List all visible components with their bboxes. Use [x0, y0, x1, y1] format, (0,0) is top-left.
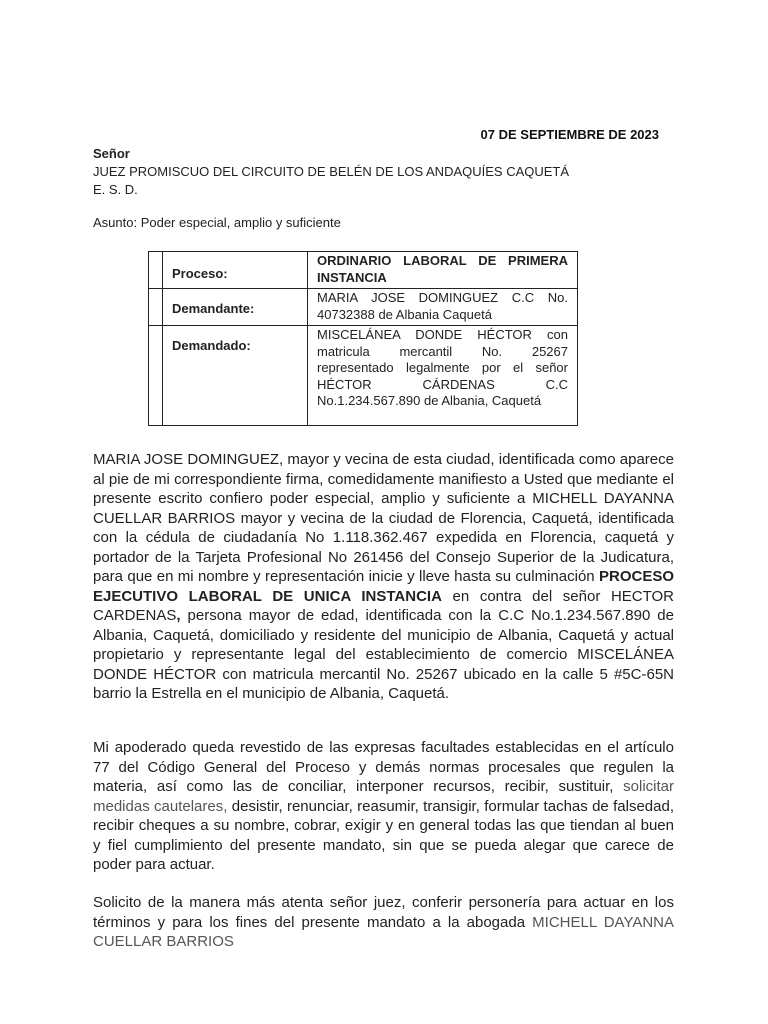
paragraph-text: persona mayor de edad, identificada con la C.C No.1.234.567.890 de Albania, Caquetá, domiciliado y residente del municipio de Albania, Caquetá y actual propietario y representante legal del establecimiento de comercio MISCELÁNEA DONDE HÉCTOR con matricula mercantil No. 25267 ubicado en la calle 5 #5C-65N barrio la Estrella en el municipio de Albania, Caquetá.	[93, 607, 674, 702]
paragraph-text: MARIA JOSE DOMINGUEZ, mayor y vecina de esta ciudad, identificada como aparece al pie de mi correspondiente firma, comedidamente manifiesto a Usted que mediante el presente escrito confiero poder especial, amplio y suficiente a MICHELL DAYANNA CUELLAR BARRIOS mayor y vecina de la ciudad de Florencia, Caquetá, identificada con la cédula de ciudadanía No 1.118.362.467 expedida en Florencia, caquetá y portador de la Tarjeta Profesional No 261456 del Consejo Superior de la Judicatura, para que en mi nombre y representación inicie y lleve hasta su culminación	[93, 451, 674, 585]
demandado-label: Demandado:	[163, 326, 308, 426]
attorney-name: MICHELL DAYANNA CUELLAR BARRIOS	[93, 913, 675, 950]
process-type-emphasis: PROCESO EJECUTIVO LABORAL DE UNICA INSTANCIA	[93, 568, 674, 605]
paragraph-solicitud	[93, 893, 674, 952]
table-gutter	[149, 289, 163, 326]
table-row-demandante	[149, 289, 578, 326]
table-gutter	[149, 326, 163, 426]
paragraph-poder	[93, 450, 674, 704]
comma-emphasis: ,	[176, 607, 181, 624]
highlighted-text: solicitar medidas cautelares,	[93, 778, 674, 815]
demandado-value: MISCELÁNEA DONDE HÉCTOR con matricula mercantil No. 25267 representado legalmente por el señor HÉCTOR CÁRDENAS C.C No.1.234.567.890 de Albania, Caquetá	[308, 326, 578, 426]
subject-line: Asunto: Poder especial, amplio y suficiente	[93, 215, 341, 230]
paragraph-text: Mi apoderado queda revestido de las expresas facultades establecidas en el artículo 77 del Código General del Proceso y demás normas procesales que regulen la materia, así como las de conciliar, interponer recursos, recibir, sustituir,	[93, 739, 674, 795]
addressee-block	[93, 145, 693, 199]
process-table	[148, 251, 578, 426]
addressee: JUEZ PROMISCUO DEL CIRCUITO DE BELÉN DE LOS ANDAQUÍES CAQUETÁ	[93, 164, 570, 179]
proceso-label: Proceso:	[163, 252, 308, 289]
paragraph-text: Solicito de la manera más atenta señor juez, conferir personería para actuar en los términos y para los fines del presente mandato a la abogada	[93, 894, 674, 931]
table-row-demandado	[149, 326, 578, 426]
table-row-proceso	[149, 252, 578, 289]
paragraph-text: en contra del señor HECTOR CARDENAS	[93, 587, 675, 624]
document-date: 07 DE SEPTIEMBRE DE 2023	[480, 127, 659, 142]
demandante-label: Demandante:	[163, 289, 308, 326]
table-gutter	[149, 252, 163, 289]
paragraph-text: desistir, renunciar, reasumir, transigir, formular tachas de falsedad, recibir cheques a su nombre, cobrar, exigir y en general todas las que tiendan al buen y fiel cumplimiento del presente mandato, sin que se pueda alegar que carece de poder para actuar.	[93, 797, 674, 873]
salutation: Señor	[93, 146, 130, 161]
proceso-value: ORDINARIO LABORAL DE PRIMERA INSTANCIA	[308, 252, 578, 289]
demandante-value: MARIA JOSE DOMINGUEZ C.C No. 40732388 de Albania Caquetá	[308, 289, 578, 326]
esd-line: E. S. D.	[93, 182, 138, 197]
paragraph-facultades	[93, 738, 674, 875]
